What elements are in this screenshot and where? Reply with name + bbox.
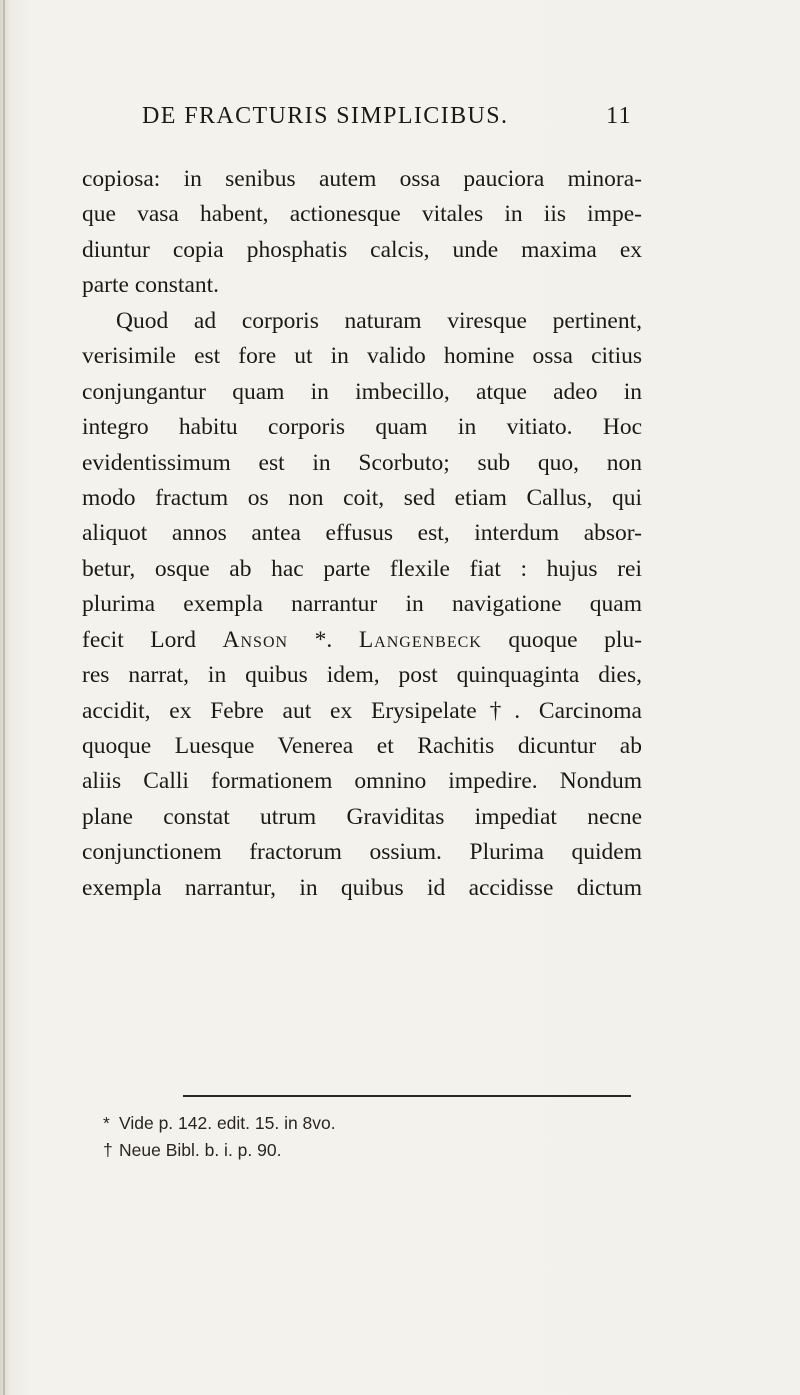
footnote-mark: † bbox=[103, 1140, 113, 1160]
author-name-langenbeck: Langenbeck bbox=[358, 626, 482, 653]
footnotes bbox=[103, 1110, 603, 1164]
binding-gutter bbox=[3, 0, 5, 1395]
text-line: exempla narrantur, in quibus id accidisse dictum bbox=[82, 874, 642, 901]
text-line: que vasa habent, actionesque vitales in iis impe- bbox=[82, 201, 642, 228]
line-text: quoque plu- bbox=[481, 626, 642, 653]
text-line: verisimile est fore ut in valido homine ossa citius bbox=[82, 343, 642, 370]
body-text bbox=[82, 162, 642, 906]
footnote-text: Neue Bibl. b. i. p. 90. bbox=[119, 1140, 282, 1160]
text-line: evidentissimum est in Scorbuto; sub quo, non bbox=[82, 449, 642, 476]
text-line: copiosa: in senibus autem ossa pauciora minora- bbox=[82, 166, 642, 192]
text-line: modo fractum os non coit, sed etiam Callus, qui bbox=[82, 484, 642, 511]
text-line: plane constat utrum Graviditas impediat necne bbox=[82, 803, 642, 830]
footnote-text: Vide p. 142. edit. 15. in 8vo. bbox=[119, 1113, 336, 1133]
text-line: parte constant. bbox=[82, 272, 220, 299]
running-title: DE FRACTURIS SIMPLICIBUS. bbox=[142, 103, 509, 129]
footnote-ref: *. bbox=[288, 626, 359, 653]
text-line: accidit, ex Febre aut ex Erysipelate†. Carcinoma bbox=[82, 697, 642, 724]
author-name-anson: Anson bbox=[222, 626, 289, 653]
text-line: betur, osque ab hac parte flexile fiat : hujus rei bbox=[82, 555, 642, 582]
line-text: fecit Lord bbox=[82, 626, 223, 653]
text-line: aliquot annos antea effusus est, interdum absor- bbox=[82, 520, 642, 547]
text-line: conjunctionem fractorum ossium. Plurima quidem bbox=[82, 839, 642, 866]
text-line: diuntur copia phosphatis calcis, unde maxima ex bbox=[82, 236, 642, 263]
running-head bbox=[142, 103, 632, 133]
text-line: res narrat, in quibus idem, post quinquaginta dies, bbox=[82, 662, 642, 689]
footnote-mark: * bbox=[103, 1113, 110, 1133]
text-line: plurima exempla narrantur in navigatione quam bbox=[82, 591, 642, 618]
text-line-with-names bbox=[82, 623, 642, 658]
text-line: conjungantur quam in imbecillo, atque adeo in bbox=[82, 378, 642, 405]
text-line: quoque Luesque Venerea et Rachitis dicuntur ab bbox=[82, 733, 642, 759]
text-line: aliis Calli formationem omnino impedire. Nondum bbox=[82, 768, 642, 795]
footnote bbox=[103, 1137, 603, 1164]
footnote bbox=[103, 1110, 603, 1137]
text-line: integro habitu corporis quam in vitiato. Hoc bbox=[82, 414, 642, 441]
footnote-rule bbox=[183, 1095, 631, 1097]
paragraph-first-line: Quod ad corporis naturam viresque pertinent, bbox=[116, 307, 642, 334]
page-number: 11 bbox=[606, 103, 632, 129]
